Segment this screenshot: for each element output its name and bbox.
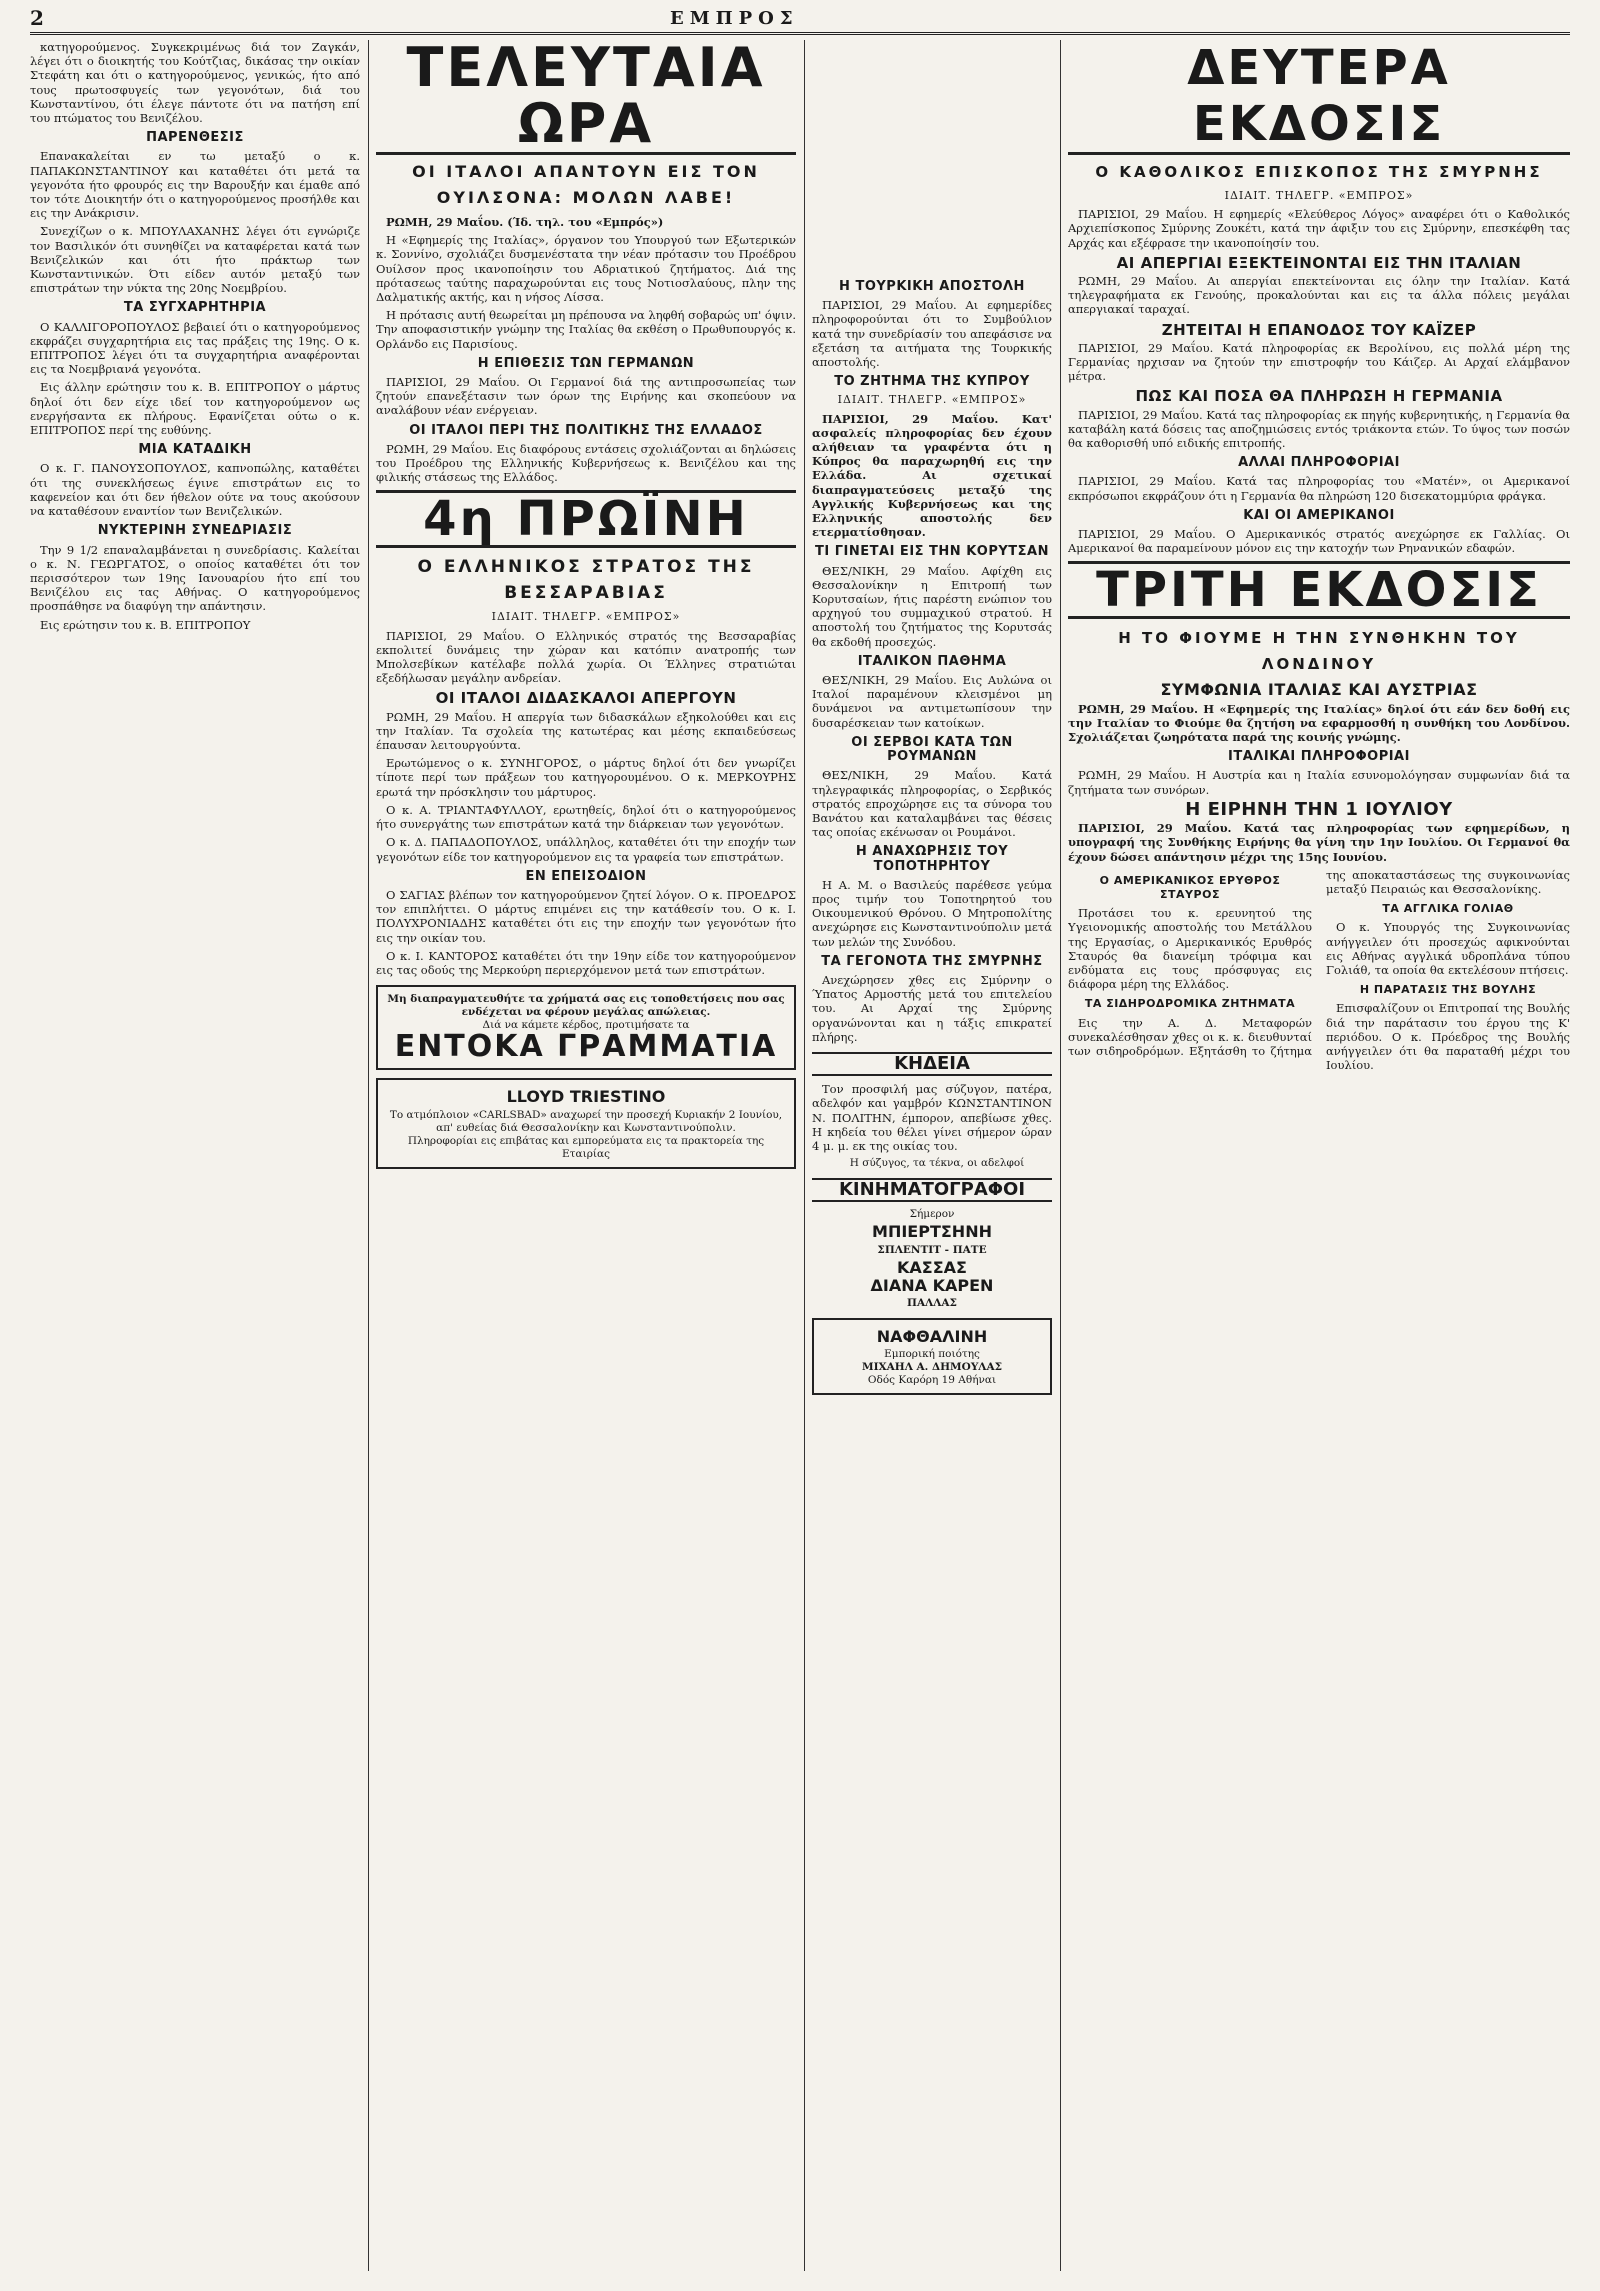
col4-heading: ΖΗΤΕΙΤΑΙ Η ΕΠΑΝΟΔΟΣ ΤΟΥ ΚΑΪΖΕΡ (1161, 320, 1477, 339)
col4-paragraph: ΡΩΜΗ, 29 Μαΐου. Αι απεργίαι επεκτείνονται εις όλην την Ιταλίαν. Κατά τηλεγραφήματα εκ Γενούης, προκαλούνται και εις τα άλλα πόλεις μεγάλαι απεργιακαί ταραχαί. (1068, 274, 1570, 317)
advert-text: Διά να κάμετε κέρδος, προτιμήσατε τα (482, 1019, 690, 1032)
col4-heading: ΚΑΙ ΟΙ ΑΜΕΡΙΚΑΝΟΙ (1243, 507, 1395, 523)
column-rule (1060, 40, 1061, 2271)
advert-text: Εμπορική ποιότης (884, 1348, 980, 1361)
column-1 (30, 40, 360, 2270)
masthead (30, 6, 1570, 35)
col3-paragraph: ΘΕΣ/ΝΙΚΗ, 29 Μαΐου. Αφίχθη εις Θεσσαλονίκην η Επιτροπή των Κορυτσαίων, ήτις παρέστη ενώπιον του αρχηγού του συμμαχικού στρατού. Η αποστολή του ζητήματος της Κορυτσάς θα εκδοθή προσεχώς. (812, 563, 1052, 649)
col4-paragraph: ΠΑΡΙΣΙΟΙ, 29 Μαΐου. Κατά τας πληροφορίας του «Ματέν», οι Αμερικανοί εκπρόσωποι εκφράζουν ότι η Γερμανία θα πληρώση 120 δισεκατομμύρια φράγκα. (1068, 474, 1570, 503)
col2-heading: ΟΙ ΙΤΑΛΟΙ ΔΙΔΑΣΚΑΛΟΙ ΑΠΕΡΓΟΥΝ (435, 689, 737, 708)
col3-heading: ΤΟ ΖΗΤΗΜΑ ΤΗΣ ΚΥΠΡΟΥ (834, 374, 1030, 390)
advert-text: Το ατμόπλοιον «CARLSBAD» αναχωρεί την προσεχή Κυριακήν 2 Ιουνίου, απ' ευθείας διά Θεσσαλονίκην και Κωνσταντινούπολιν. (389, 1108, 783, 1134)
col2-paragraph: Η «Εφημερίς της Ιταλίας», όργανον του Υπουργού των Εξωτερικών κ. Σοννίνο, σχολιάζει δυσμενέστατα την νέαν πρότασιν του Προέδρου Ουίλσον προς ικανοποίησιν του Αδριατικού ζητήματος. Διά της πρότασεως ταύτης παραχωρούνται εις τους Νοτιοσλαύους, πλην της Δαλματικής ακτής, και η νήσος Λίσσα. (376, 233, 796, 305)
advert-box (376, 1078, 796, 1168)
cinema-line: ΜΠΙΕΡΤΣΗΝΗ (872, 1222, 992, 1242)
cinema-line: ΔΙΑΝΑ ΚΑΡΕΝ (870, 1275, 994, 1295)
col4-paragraph: ΡΩΜΗ, 29 Μαΐου. Η Αυστρία και η Ιταλία εσυνομολόγησαν συμφωνίαν διά τα ζητήματα των συνόρων. (1068, 768, 1570, 797)
dateline: ΡΩΜΗ, 29 Μαΐου. (Ίδ. τηλ. του «Εμπρός») (386, 215, 664, 229)
wire-credit: ΙΔΙΑΙΤ. ΤΗΛΕΓΡ. «ΕΜΠΡΟΣ» (1224, 189, 1414, 202)
col3-heading: ΙΤΑΛΙΚΟΝ ΠΑΘΗΜΑ (857, 653, 1007, 669)
col4-paragraph: Εις την Α. Δ. Μεταφορών συνεκαλέσθησαν χθες οι κ. κ. διευθυνταί των σιδηροδρόμων. Εξητάσθη το ζήτημα της αποκαταστάσεως της συγκοινωνίας μεταξύ Πειραιώς και Θεσσαλονίκης. (1068, 867, 1570, 1058)
col2-paragraph: Ο κ. Α. ΤΡΙΑΝΤΑΦΥΛΛΟΥ, ερωτηθείς, δηλοί ότι ο κατηγορούμενος ήτο συνεργάτης των επιστράτων κατά την διάρκειαν των γεγονότων. (376, 802, 796, 832)
advert-text: Οδός Καρόρη 19 Αθήναι (867, 1374, 997, 1387)
cinema-line: ΚΑΣΣΑΣ (897, 1257, 967, 1277)
col2-paragraph: Η πρότασις αυτή θεωρείται μη πρέπουσα να ληφθή σοβαρώς υπ' όψιν. Την αποφασιστικήν γνώμην της Ιταλίας θα εκθέση ο Πρωθυπουργός κ. Ορλάνδο εις Παρισίους. (376, 308, 796, 351)
col4-paragraph: ΡΩΜΗ, 29 Μαΐου. Η «Εφημερίς της Ιταλίας» δηλοί ότι εάν δεν δοθή εις την Ιταλίαν το Φιούμε θα ζητήση να εφαρμοσθή η συνθήκη του Λονδίνου. Σχολιάζεται ζωηρότατα παρά της κοινής γνώμης. (1068, 701, 1570, 745)
wire-credit: ΙΔΙΑΙΤ. ΤΗΛΕΓΡ. «ΕΜΠΡΟΣ» (837, 393, 1027, 407)
col4-paragraph: ΠΑΡΙΣΙΟΙ, 29 Μαΐου. Κατά πληροφορίας εκ Βερολίνου, εις πολλά μέρη της Γερμανίας ηρχισαν να ζητούν την επιστροφήν του Κάιζερ. Αι Αρχαί ελάμβανον μέτρα. (1068, 340, 1570, 384)
col3-heading: ΟΙ ΣΕΡΒΟΙ ΚΑΤΑ ΤΩΝ ΡΟΥΜΑΝΩΝ (851, 734, 1013, 765)
col1-heading: ΠΑΡΕΝΘΕΣΙΣ (146, 130, 244, 146)
col1-paragraph: Ο κ. Γ. ΠΑΝΟΥΣΟΠΟΥΛΟΣ, καπνοπώλης, καταθέτει ότι της συνεκλήσεως έγινε επιστράτων εις το καφενείον και ότι δεν ήθελον ούτε να τους ακούσουν να καταθέσουν εναντίον των Βενιζελικών. (30, 461, 360, 519)
col1-heading: ΜΙΑ ΚΑΤΑΔΙΚΗ (138, 442, 252, 458)
col2-paragraph: Ερωτώμενος ο κ. ΣΥΝΗΓΟΡΟΣ, ο μάρτυς δηλοί ότι δεν γνωρίζει τίποτε περί των πράξεων του κατηγορουμένου. Ο κ. ΜΕΡΚΟΥΡΗΣ ερωτά την πρόσκλησιν του μάρτυρος. (376, 756, 796, 799)
col1-paragraph: Εις άλλην ερώτησιν του κ. Β. ΕΠΙΤΡΟΠΟΥ ο μάρτυς δηλοί ότι δεν είχε ιδεί τον κατηγορούμενον ως ενεργήσαντα εκ πλήρους. Εφανίζεται ούτω ο κ. ΕΠΙΤΡΟΠΟΣ περί της ευθύνης. (30, 380, 360, 438)
advert-title: ΕΝΤΟΚΑ ΓΡΑΜΜΑΤΙΑ (394, 1029, 778, 1065)
advert-text: Μη διαπραγματευθήτε τα χρήματά σας εις τοποθετήσεις που σας ενδέχεται να φέρουν μεγάλας απώλειας. (387, 993, 785, 1019)
col4-heading: ΑΛΛΑΙ ΠΛΗΡΟΦΟΡΙΑΙ (1238, 455, 1400, 471)
col1-heading: ΤΑ ΣΥΓΧΑΡΗΤΗΡΙΑ (123, 300, 267, 316)
column-4 (1068, 40, 1570, 2270)
col1-paragraph: κατηγορούμενος. Συγκεκριμένως διά τον Ζαγκάν, λέγει ότι ο διοικητής του Κούτζιας, δικάσας την οικίαν Στεφάτη και ότι ο κατηγορούμενος, γενικώς, ήτο από τους πρωτοσφυγείς των γεγονότων, διά του Κωνσταντίνου, ότι έλεγε πάντοτε ότι να πατήση επί του πτώματος του Βενιζέλου. (30, 40, 360, 126)
col4-heading: Ο ΑΜΕΡΙΚΑΝΙΚΟΣ ΕΡΥΘΡΟΣ ΣΤΑΥΡΟΣ (1099, 873, 1281, 901)
col1-paragraph: Εις ερώτησιν του κ. Β. ΕΠΙΤΡΟΠΟΥ (40, 617, 251, 632)
col2-paragraph: ΡΩΜΗ, 29 Μαΐου. Εις διαφόρους εντάσεις σχολιάζονται αι δηλώσεις του Προέδρου της Ελληνικής Κυβερνήσεως κ. Βενιζέλου και της φιλικής στάσεως της Ελλάδος. (376, 441, 796, 485)
col4-subcolumns (1068, 868, 1570, 1073)
wire-credit: ΙΔΙΑΙΤ. ΤΗΛΕΓΡ. «ΕΜΠΡΟΣ» (491, 610, 681, 624)
paper-name: ΕΜΠΡΟΣ (670, 8, 799, 29)
col3-paragraph: Η Α. Μ. ο Βασιλεύς παρέθεσε γεύμα προς τιμήν του Τοποτηρητού του Οικουμενικού Θρόνου. Ο Μητροπολίτης ανεχώρησε εις Κωνσταντινούπολιν μετά των μελών της Συνόδου. (812, 877, 1052, 949)
col3-heading: Η ΑΝΑΧΩΡΗΣΙΣ ΤΟΥ ΤΟΠΟΤΗΡΗΤΟΥ (855, 844, 1009, 874)
banner-triti-ekdosis: ΤΡΙΤΗ ΕΚΔΟΣΙΣ (1068, 561, 1570, 619)
col3-paragraph: ΠΑΡΙΣΙΟΙ, 29 Μαΐου. Αι εφημερίδες πληροφορούνται ότι το Συμβούλιον κατά την συνεδρίασίν του απεφάσισε να εξετάση τα αιτήματα της Τουρκικής αποστολής. (812, 298, 1052, 370)
col4-paragraph: Επισφαλίζουν οι Επιτροπαί της Βουλής διά την παράτασιν του έργου της Κ' περιόδου. Ο κ. Πρόεδρος της Βουλής ανήγγειλεν ότι θα παραταθή μέχρι του Ιουλίου. (1326, 1001, 1570, 1073)
cinema-line: ΣΠΛΕΝΤΙΤ - ΠΑΤΕ (877, 1243, 987, 1256)
col4-heading: ΤΑ ΣΙΔΗΡΟΔΡΟΜΙΚΑ ΖΗΤΗΜΑΤΑ (1084, 997, 1296, 1011)
col4-heading: ΤΑ ΑΓΓΛΙΚΑ ΓΟΛΙΑΘ (1382, 902, 1514, 916)
advert-title: ΝΑΦΘΑΛΙΝΗ (876, 1326, 988, 1346)
column-rule (804, 40, 805, 2271)
col3-paragraph: Ανεχώρησεν χθες εις Σμύρνην ο Ύπατος Αρμοστής μετά του επιτελείου του. Αι Αρχαί της Σμύρνης οργανώνονται και η τάξις επικρατεί πλήρης. (812, 972, 1052, 1044)
banner-deutera-ekdosis: ΔΕΥΤΕΡΑ ΕΚΔΟΣΙΣ (1068, 40, 1570, 155)
col4-paragraph: ΠΑΡΙΣΙΟΙ, 29 Μαΐου. Η εφημερίς «Ελεύθερος Λόγος» αναφέρει ότι ο Καθολικός Αρχιεπίσκοπος Σμύρνης Ζουκέτι, κατά την άφιξιν του εις Σμύρνην, επεσκέφθη τας Αρχάς και εξέφρασε την ικανοποίησίν του. (1068, 207, 1570, 250)
col4-heading: ΣΥΜΦΩΝΙΑ ΙΤΑΛΙΑΣ ΚΑΙ ΑΥΣΤΡΙΑΣ (1160, 680, 1478, 700)
headline-episkopos: Ο ΚΑΘΟΛΙΚΟΣ ΕΠΙΣΚΟΠΟΣ ΤΗΣ ΣΜΥΡΝΗΣ (1095, 163, 1543, 181)
headline-vessaravia: Ο ΕΛΛΗΝΙΚΟΣ ΣΤΡΑΤΟΣ ΤΗΣ ΒΕΣΣΑΡΑΒΙΑΣ (417, 557, 755, 604)
col4-heading: Η ΠΑΡΑΤΑΣΙΣ ΤΗΣ ΒΟΥΛΗΣ (1359, 983, 1537, 997)
column-3 (812, 40, 1052, 2270)
banner-proini: 4η ΠΡΩΪΝΗ (376, 490, 796, 548)
headline-fiume: Η ΤΟ ΦΙΟΥΜΕ Η ΤΗΝ ΣΥΝΘΗΚΗΝ ΤΟΥ ΛΟΝΔΙΝΟΥ (1118, 629, 1520, 674)
col2-paragraph: Ο κ. Ι. ΚΑΝΤΟΡΟΣ καταθέτει ότι την 19ην είδε τον κατηγορούμενον εις τας οδούς της Μερκούρη περιερχόμενον μετά των επιστράτων. (376, 948, 796, 977)
col2-heading: ΕΝ ΕΠΕΙΣΟΔΙΟΝ (525, 868, 647, 884)
col4-heading: Η ΕΙΡΗΝΗ ΤΗΝ 1 ΙΟΥΛΙΟΥ (1185, 798, 1453, 820)
col3-heading: ΤΙ ΓΙΝΕΤΑΙ ΕΙΣ ΤΗΝ ΚΟΡΥΤΣΑΝ (815, 544, 1049, 560)
col2-paragraph: ΠΑΡΙΣΙΟΙ, 29 Μαΐου. Οι Γερμανοί διά της αντιπροσωπείας των ζητούν επανεξέτασιν των όρων της Ειρήνης και σκοπεύουν να αναλάβουν νέαν ενέργειαν. (376, 375, 796, 418)
advert-box (812, 1318, 1052, 1395)
col2-paragraph: ΡΩΜΗ, 29 Μαΐου. Η απεργία των διδασκάλων εξηκολούθει και εις την Ιταλίαν. Τα σχολεία της κατωτέρας και μέσης εκπαιδεύσεως έπαυσαν λειτουργούντα. (376, 709, 796, 753)
obituary-heading: ΚΗΔΕΙΑ (812, 1052, 1052, 1076)
col1-heading: ΝΥΚΤΕΡΙΝΗ ΣΥΝΕΔΡΙΑΣΙΣ (97, 523, 293, 539)
obituary-text: Τον προσφιλή μας σύζυγον, πατέρα, αδελφόν και γαμβρόν ΚΩΝΣΤΑΝΤΙΝΟΝ Ν. ΠΟΛΙΤΗΝ, έμπορον, απεβίωσε χθες. Η κηδεία του θέλει γίνει σήμερον ώραν 4 μ. μ. εκ της οικίας του. (812, 1082, 1052, 1153)
col3-paragraph: ΘΕΣ/ΝΙΚΗ, 29 Μαΐου. Εις Αυλώνα οι Ιταλοί παραμένουν κλεισμένοι μη δυνάμενοι να αντιμετωπίσουν την δυσαρέσκειαν των κατοίκων. (812, 673, 1052, 730)
col4-paragraph: ΠΑΡΙΣΙΟΙ, 29 Μαΐου. Κατά τας πληροφορίας εκ πηγής κυβερνητικής, η Γερμανία θα καταβάλη κατά δόσεις τας αποζημιώσεις εντός τριάκοντα ετών. Το ύψος των ποσών θα καθορισθή υπό ειδικής επιτροπής. (1068, 407, 1570, 451)
col4-heading: ΙΤΑΛΙΚΑΙ ΠΛΗΡΟΦΟΡΙΑΙ (1228, 749, 1410, 765)
col4-paragraph: Προτάσει του κ. ερευνητού της Υγειονομικής αποστολής του Μετάλλου της Εργασίας, ο Αμερικανικός Ερυθρός Σταυρός θα διανείμη τρόφιμα και ενδύματα εις τους πρόσφυγας εις διάφορα μέρη της Ελλάδος. (1068, 906, 1312, 992)
advert-box (376, 985, 796, 1070)
col2-paragraph: ΠΑΡΙΣΙΟΙ, 29 Μαΐου. Ο Ελληνικός στρατός της Βεσσαραβίας εκπολιτεί δυνάμεις την χώραν και κατόπιν ανατροπής των Μπολσεβίκων κατέλαβε πολλά χωρία. Οι Έλληνες στρατιώται εξεδήλωσαν μεγάλην ανδρείαν. (376, 628, 796, 686)
col2-heading: Η ΕΠΙΘΕΣΙΣ ΤΩΝ ΓΕΡΜΑΝΩΝ (477, 355, 695, 371)
headline-italoi: ΟΙ ΙΤΑΛΟΙ ΑΠΑΝΤΟΥΝ ΕΙΣ ΤΟΝ ΟΥΙΛΣΟΝΑ: ΜΟΛΩΝ ΛΑΒΕ! (412, 162, 760, 207)
obituary-signature: Η σύζυγος, τα τέκνα, οι αδελφοί (849, 1157, 1025, 1170)
col3-heading: Η ΤΟΥΡΚΙΚΗ ΑΠΟΣΤΟΛΗ (839, 279, 1025, 294)
col1-paragraph: Επανακαλείται εν τω μεταξύ ο κ. ΠΑΠΑΚΩΝΣΤΑΝΤΙΝΟΥ και καταθέτει ότι μετά τα γεγονότα ήτο φρουρός εις την Βαρουξήν και έμαθε από τον τότε Διοικητήν ότι ο κατηγορούμενος προσήλθε και εις την Ανάκρισιν. (30, 149, 360, 221)
col3-paragraph: ΘΕΣ/ΝΙΚΗ, 29 Μαΐου. Κατά τηλεγραφικάς πληροφορίας, ο Σερβικός στρατός επροχώρησε εις τα σύνορα του Βανάτου και καταλαμβάνει τας θέσεις τας οποίας εκένωσαν οι Ρουμάνοι. (812, 768, 1052, 840)
col4-paragraph: ΠΑΡΙΣΙΟΙ, 29 Μαΐου. Κατά τας πληροφορίας των εφημερίδων, η υπογραφή της Συνθήκης Ειρήνης θα γίνη την 1ην Ιουλίου. Οι Γερμανοί θα έχουν δώσει απάντησιν μέχρι της 15ης Ιουνίου. (1068, 821, 1570, 864)
col1-paragraph: Ο ΚΑΛΛΙΓΟΡΟΠΟΥΛΟΣ βεβαιεί ότι ο κατηγορούμενος εκφράζει συγχαρητήρια εις τας πράξεις της 19ης. Ο κ. ΕΠΙΤΡΟΠΟΣ λέγει ότι τα συγχαρητήρια αναφέρονται εις τα Νοεμβριανά γεγονότα. (30, 319, 360, 377)
cinema-line: ΠΑΛΛΑΣ (907, 1296, 957, 1309)
col4-paragraph: ΠΑΡΙΣΙΟΙ, 29 Μαΐου. Ο Αμερικανικός στρατός ανεχώρησε εκ Γαλλίας. Οι Αμερικανοί θα παραμείνουν μόνον εις την κατοχήν των Ρηνανικών εδαφών. (1068, 527, 1570, 556)
col3-heading: ΤΑ ΓΕΓΟΝΟΤΑ ΤΗΣ ΣΜΥΡΝΗΣ (821, 953, 1043, 969)
col3-paragraph: ΠΑΡΙΣΙΟΙ, 29 Μαΐου. Κατ' ασφαλείς πληροφορίας δεν έχουν αλήθειαν τα γραφέντα ότι η Κύπρος θα παραχωρηθή εις την Ελλάδα. Αι σχετικαί διαπραγματεύσεις μεταξύ της Αγγλικής Κυβερνήσεως και της Ελληνικής αποστολής δεν ετερματίσθησαν. (812, 411, 1052, 540)
col1-paragraph: Συνεχίζων ο κ. ΜΠΟΥΛΑΧΑΝΗΣ λέγει ότι εγνώριζε τον Βασιλικόν ότι συνηθίζει να καταφέρεται κατά των Βενιζελικών και ότι ήτο πράκτωρ των Κωνσταντινικών. Ότι είδεν αυτόν μεταξύ των επιστράτων την νύκτα της 20ης Νοεμβρίου. (30, 224, 360, 296)
cinema-line: Σήμερον (909, 1208, 955, 1221)
advert-title: LLOYD TRIESTINO (506, 1087, 666, 1107)
column-rule (368, 40, 369, 2271)
page-number: 2 (30, 6, 44, 30)
cinema-heading: ΚΙΝΗΜΑΤΟΓΡΑΦΟΙ (812, 1178, 1052, 1202)
column-2 (376, 40, 796, 2270)
advert-text: ΜΙΧΑΗΛ Α. ΔΗΜΟΥΛΑΣ (861, 1361, 1003, 1374)
col1-paragraph: Την 9 1/2 επαναλαμβάνεται η συνεδρίασις. Καλείται ο κ. Ν. ΓΕΩΡΓΑΤΟΣ, ο οποίος καταθέτει ότι τον περισσότερον των 19ης Ιανουαρίου ήτο επί του Βενιζέλου εις τας Αθήνας. Ο κατηγορούμενος προσπάθησε να διαφύγη την απάντησιν. (30, 542, 360, 614)
col2-paragraph: Ο κ. Δ. ΠΑΠΑΔΟΠΟΥΛΟΣ, υπάλληλος, καταθέτει ότι την εποχήν των γεγονότων είδε τον κατηγορούμενον εις τα γραφεία των επιστράτων. (376, 835, 796, 864)
col2-paragraph: Ο ΣΑΓΙΑΣ βλέπων τον κατηγορούμενον ζητεί λόγον. Ο κ. ΠΡΟΕΔΡΟΣ τον επιπλήττει. Ο μάρτυς επιμένει εις την κατάθεσίν του. Ο κ. Ι. ΠΟΛΥΧΡΟΝΙΑΔΗΣ καταθέτει ότι εις την εποχήν των γεγονότων ήτο εις την οικίαν του. (376, 887, 796, 945)
advert-text: Πληροφορίαι εις επιβάτας και εμπορεύματα εις τα πρακτορεία της Εταιρίας (407, 1134, 765, 1160)
banner-teleutaia-ora: ΤΕΛΕΥΤΑΙΑ ΩΡΑ (376, 40, 796, 155)
col2-heading: ΟΙ ΙΤΑΛΟΙ ΠΕΡΙ ΤΗΣ ΠΟΛΙΤΙΚΗΣ ΤΗΣ ΕΛΛΑΔΟΣ (409, 422, 763, 438)
col4-paragraph: Ο κ. Υπουργός της Συγκοινωνίας ανήγγειλεν ότι προσεχώς αφικνούνται εις Αθήνας αγγλικά υδροπλάνα τύπου Γολιάθ, τα οποία θα εκτελέσουν πτήσεις. (1326, 920, 1570, 977)
col4-heading: ΑΙ ΑΠΕΡΓΙΑΙ ΕΞΕΚΤΕΙΝΟΝΤΑΙ ΕΙΣ ΤΗΝ ΙΤΑΛΙΑΝ (1116, 253, 1522, 272)
col4-heading: ΠΩΣ ΚΑΙ ΠΟΣΑ ΘΑ ΠΛΗΡΩΣΗ Η ΓΕΡΜΑΝΙΑ (1135, 387, 1503, 406)
